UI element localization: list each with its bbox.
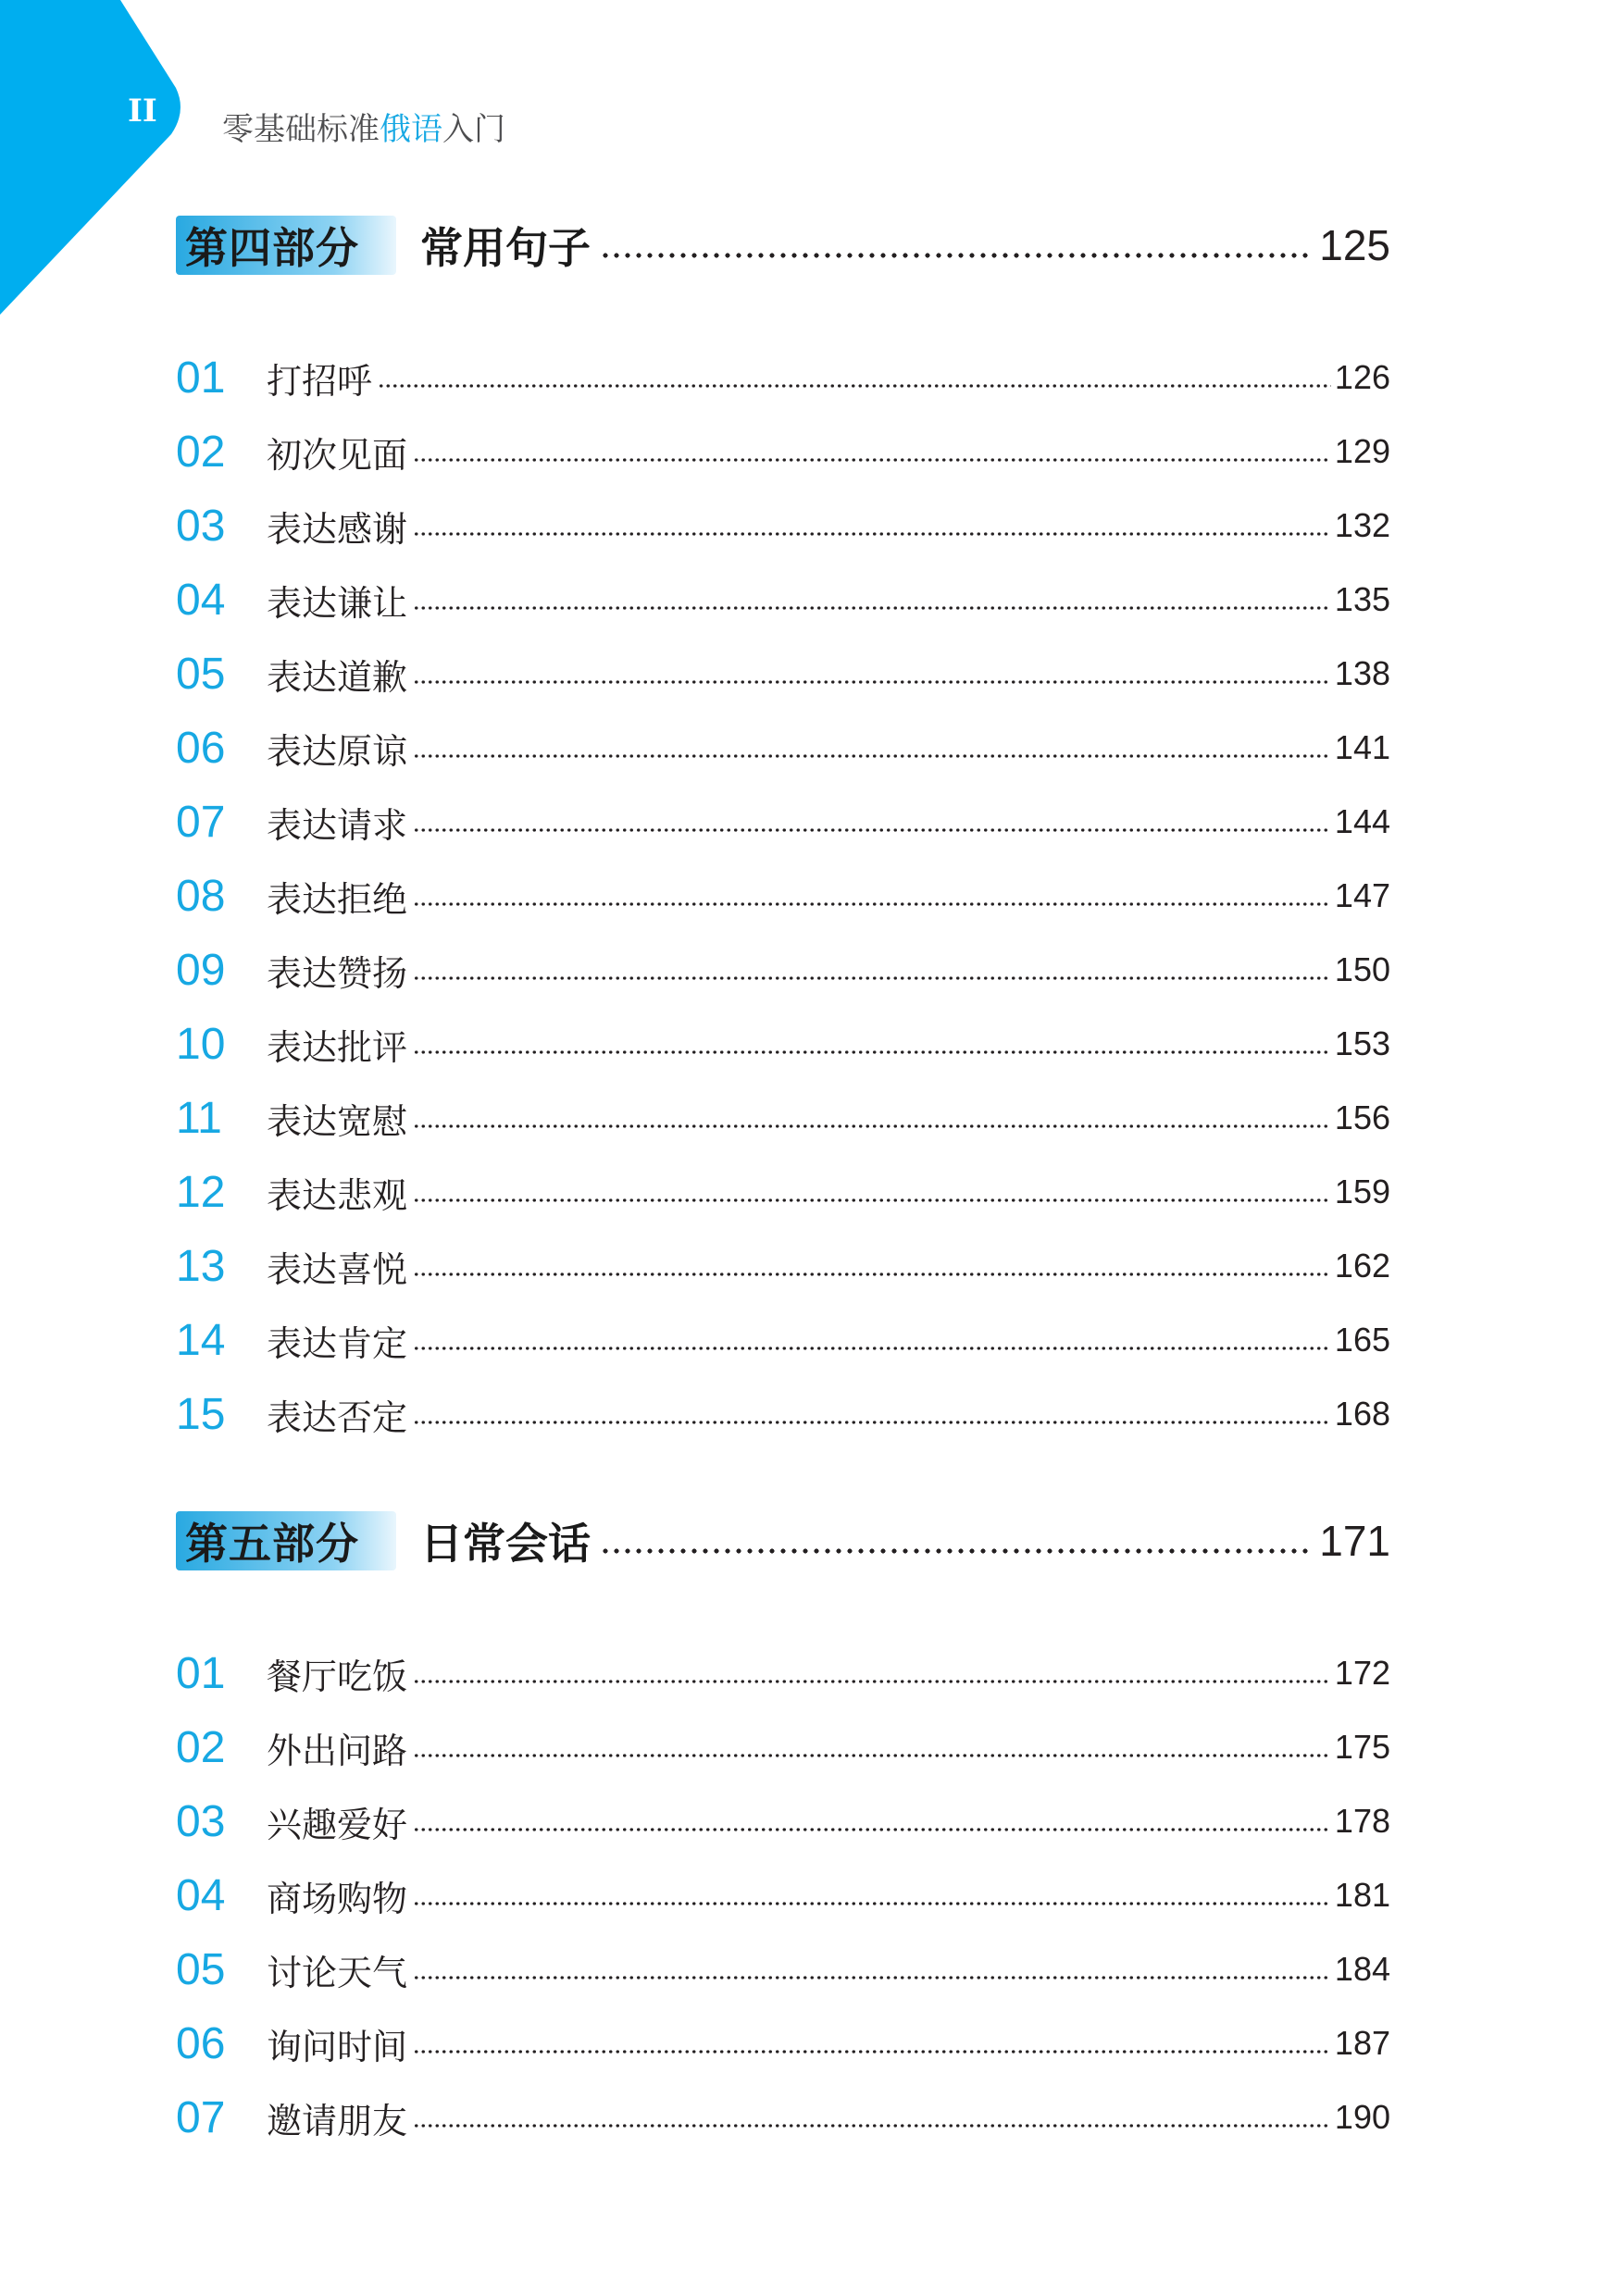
entry-title: 表达拒绝 — [267, 878, 408, 920]
entry-number: 07 — [176, 797, 226, 847]
dot-leader — [378, 383, 1331, 389]
toc-entry[interactable] — [176, 637, 1390, 711]
entry-page-number: 153 — [1334, 1024, 1390, 1062]
toc-part-section — [176, 213, 1390, 1451]
dot-leader — [413, 827, 1331, 833]
dot-leader — [413, 605, 1331, 611]
entry-title: 表达宽慰 — [267, 1100, 408, 1142]
entry-title: 餐厅吃饭 — [267, 1656, 408, 1697]
dot-leader — [413, 1198, 1331, 1203]
entry-number: 03 — [176, 501, 226, 551]
toc-entry[interactable] — [176, 1081, 1390, 1155]
entry-title: 商场购物 — [267, 1878, 408, 1919]
entry-page-number: 178 — [1334, 1802, 1390, 1840]
entry-title: 表达感谢 — [267, 508, 408, 550]
toc-entry[interactable] — [176, 1007, 1390, 1081]
entry-title: 邀请朋友 — [267, 2100, 408, 2141]
part-page-number: 171 — [1319, 1517, 1390, 1565]
entry-page-number: 126 — [1334, 358, 1390, 396]
toc-entry[interactable] — [176, 1858, 1390, 1932]
entry-page-number: 129 — [1334, 432, 1390, 470]
entry-title: 表达原谅 — [267, 730, 408, 772]
entry-title: 表达谦让 — [267, 582, 408, 624]
entry-page-number: 190 — [1334, 2098, 1390, 2136]
part-title: 日常会话 — [420, 1519, 591, 1569]
dot-leader — [413, 1346, 1331, 1351]
toc-entry[interactable] — [176, 1932, 1390, 2006]
entry-number: 10 — [176, 1019, 226, 1069]
entry-number: 01 — [176, 353, 226, 403]
dot-leader — [413, 2123, 1331, 2128]
toc-entry[interactable] — [176, 1636, 1390, 1710]
entry-page-number: 175 — [1334, 1728, 1390, 1766]
toc-part-heading[interactable] — [176, 1508, 1390, 1573]
entry-number: 13 — [176, 1241, 226, 1291]
toc-entry[interactable] — [176, 2006, 1390, 2080]
running-header-book-title — [222, 104, 505, 149]
entry-number: 03 — [176, 1796, 226, 1846]
entry-page-number: 181 — [1334, 1876, 1390, 1914]
toc-entry[interactable] — [176, 859, 1390, 933]
entry-page-number: 141 — [1334, 728, 1390, 766]
toc-entry[interactable] — [176, 1229, 1390, 1303]
entry-title: 表达肯定 — [267, 1322, 408, 1364]
entry-page-number: 138 — [1334, 654, 1390, 692]
entry-number: 05 — [176, 1944, 226, 1994]
entry-page-number: 156 — [1334, 1098, 1390, 1136]
part-page-number: 125 — [1319, 221, 1390, 269]
toc-part-section — [176, 1508, 1390, 2154]
entry-title: 外出问路 — [267, 1730, 408, 1771]
entry-number: 05 — [176, 649, 226, 699]
dot-leader — [413, 1679, 1331, 1684]
toc-entry[interactable] — [176, 1303, 1390, 1377]
page-number: II — [128, 93, 157, 130]
toc-entry[interactable] — [176, 785, 1390, 859]
part-label-badge: 第四部分 — [176, 216, 396, 275]
entry-number: 01 — [176, 1648, 226, 1698]
part-label-badge: 第五部分 — [176, 1511, 396, 1570]
dot-leader — [413, 531, 1331, 537]
toc-part-heading[interactable] — [176, 213, 1390, 278]
toc-entry[interactable] — [176, 341, 1390, 415]
entry-number: 06 — [176, 723, 226, 773]
entry-page-number: 147 — [1334, 876, 1390, 914]
corner-tab-decoration — [0, 0, 204, 315]
dot-leader — [413, 1827, 1331, 1832]
toc-entry[interactable] — [176, 1710, 1390, 1784]
entry-number: 09 — [176, 945, 226, 995]
toc-entry-list — [176, 1636, 1390, 2154]
toc-entry[interactable] — [176, 563, 1390, 637]
entry-number: 11 — [176, 1093, 222, 1143]
dot-leader — [413, 2049, 1331, 2054]
entry-title: 讨论天气 — [267, 1952, 408, 1993]
entry-page-number: 172 — [1334, 1654, 1390, 1692]
toc-entry[interactable] — [176, 415, 1390, 489]
dot-leader — [413, 1901, 1331, 1906]
entry-page-number: 159 — [1334, 1173, 1390, 1210]
entry-number: 12 — [176, 1167, 226, 1217]
entry-number: 08 — [176, 871, 226, 921]
toc-entry[interactable] — [176, 933, 1390, 1007]
entry-page-number: 184 — [1334, 1950, 1390, 1988]
dot-leader — [413, 1272, 1331, 1277]
entry-title: 表达赞扬 — [267, 952, 408, 994]
toc-entry[interactable] — [176, 1155, 1390, 1229]
book-title-part-2: 入门 — [442, 111, 505, 148]
dot-leader — [413, 901, 1331, 907]
dot-leader — [413, 1123, 1331, 1129]
toc-entry[interactable] — [176, 1377, 1390, 1451]
dot-leader — [413, 679, 1331, 685]
dot-leader — [413, 1049, 1331, 1055]
dot-leader — [600, 252, 1312, 259]
entry-title: 表达否定 — [267, 1396, 408, 1438]
toc-entry[interactable] — [176, 1784, 1390, 1858]
dot-leader — [413, 457, 1331, 463]
entry-number: 06 — [176, 2018, 226, 2068]
entry-number: 07 — [176, 2092, 226, 2142]
toc-entry[interactable] — [176, 711, 1390, 785]
entry-page-number: 165 — [1334, 1321, 1390, 1359]
book-title-accent: 俄语 — [380, 111, 442, 148]
dot-leader — [413, 1420, 1331, 1425]
entry-page-number: 162 — [1334, 1247, 1390, 1285]
toc-entry-list — [176, 341, 1390, 1451]
dot-leader — [600, 1547, 1312, 1555]
entry-title: 表达批评 — [267, 1026, 408, 1068]
entry-number: 04 — [176, 575, 226, 625]
toc-entry[interactable] — [176, 2080, 1390, 2154]
entry-number: 02 — [176, 1722, 226, 1772]
entry-title: 表达喜悦 — [267, 1248, 408, 1290]
entry-title: 询问时间 — [267, 2026, 408, 2067]
dot-leader — [413, 753, 1331, 759]
entry-title: 表达悲观 — [267, 1174, 408, 1216]
book-title-part-1: 零基础标准 — [222, 111, 380, 148]
part-title: 常用句子 — [420, 223, 591, 273]
entry-page-number: 187 — [1334, 2024, 1390, 2062]
entry-number: 15 — [176, 1389, 226, 1439]
entry-page-number: 144 — [1334, 802, 1390, 840]
entry-number: 04 — [176, 1870, 226, 1920]
entry-page-number: 135 — [1334, 580, 1390, 618]
entry-title: 表达道歉 — [267, 656, 408, 698]
entry-number: 02 — [176, 427, 226, 477]
dot-leader — [413, 1753, 1331, 1758]
entry-number: 14 — [176, 1315, 226, 1365]
entry-page-number: 150 — [1334, 950, 1390, 988]
entry-page-number: 132 — [1334, 506, 1390, 544]
entry-title: 初次见面 — [267, 434, 408, 476]
entry-title: 兴趣爱好 — [267, 1804, 408, 1845]
dot-leader — [413, 975, 1331, 981]
toc-entry[interactable] — [176, 489, 1390, 563]
entry-title: 表达请求 — [267, 804, 408, 846]
entry-page-number: 168 — [1334, 1395, 1390, 1433]
entry-title: 打招呼 — [267, 360, 373, 402]
dot-leader — [413, 1975, 1331, 1980]
